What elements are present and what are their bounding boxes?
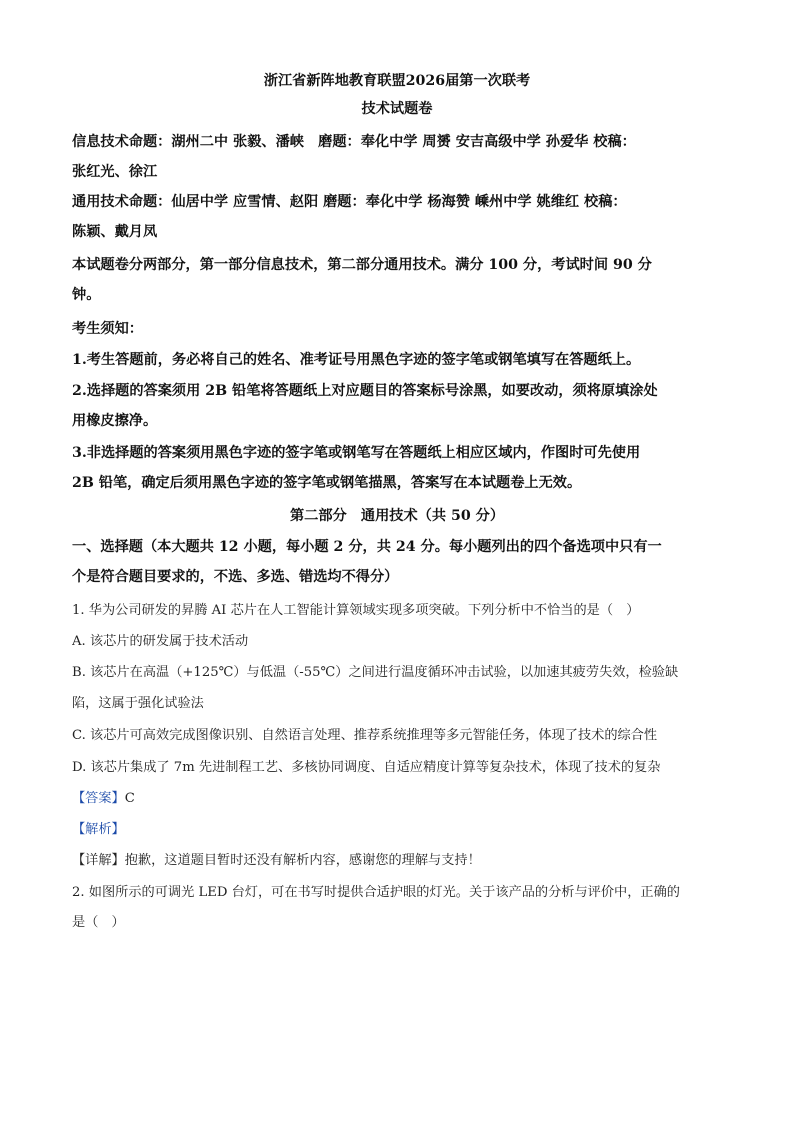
question-1-detail [72, 849, 722, 868]
section-heading-line-1: 一、选择题（本大题共 12 小题，每小题 2 分，共 24 分。每小题列出的四个备选项中只有一 [72, 539, 662, 555]
question-1-option-b-line-1: B. 该芯片在高温（+125℃）与低温（-55℃）之间进行温度循环冲击试验，以加速其疲劳失效，检验缺 [72, 665, 679, 680]
notice-item-2-line-1: 2.选择题的答案须用 2B 铅笔将答题纸上对应题目的答案标号涂黑，如要改动，须将原填涂处 [72, 383, 658, 399]
part-two-title: 第二部分 通用技术（共 50 分） [289, 508, 505, 524]
question-2-stem-line-1: 2. 如图所示的可调光 LED 台灯，可在书写时提供合适护眼的灯光。关于该产品的分析与评价中，正确的 [72, 885, 680, 900]
notice-heading: 考生须知： [72, 321, 143, 337]
question-1-stem: 1. 华为公司研发的昇腾 AI 芯片在人工智能计算领域实现多项突破。下列分析中不恰当的是（ ） [72, 603, 640, 618]
question-1-option-a: A. 该芯片的研发属于技术活动 [72, 634, 249, 649]
detail-text: 抱歉，这道题目暂时还没有解析内容，感谢您的理解与支持！ [124, 853, 481, 868]
credits-it-line-1: 信息技术命题：湖州二中 张毅、潘峡 磨题：奉化中学 周赟 安吉高级中学 孙爱华 校稿： [72, 134, 636, 150]
question-1-answer [72, 787, 722, 806]
intro-line-1: 本试题卷分两部分，第一部分信息技术，第二部分通用技术。满分 100 分，考试时间 90 分 [72, 257, 652, 273]
notice-item-1: 1.考生答题前，务必将自己的姓名、准考证号用黑色字迹的签字笔或钢笔填写在答题纸上。 [72, 352, 641, 368]
notice-item-3-line-1: 3.非选择题的答案须用黑色字迹的签字笔或钢笔写在答题纸上相应区域内，作图时可先使用 [72, 445, 641, 461]
exam-title: 浙江省新阵地教育联盟2026届第一次联考 [263, 73, 531, 89]
intro-line-2: 钟。 [72, 287, 101, 303]
notice-item-3-line-2: 2B 铅笔，确定后须用黑色字迹的签字笔或钢笔描黑，答案写在本试题卷上无效。 [72, 475, 582, 491]
question-2-stem-line-2: 是（ ） [72, 915, 125, 930]
question-1-option-d: D. 该芯片集成了 7m 先进制程工艺、多核协同调度、自适应精度计算等复杂技术，体现了技术的复杂 [72, 760, 661, 775]
credits-it-line-2: 张红光、徐江 [72, 164, 158, 180]
question-1-analysis-label: 【解析】 [72, 822, 125, 837]
exam-subtitle: 技术试题卷 [361, 101, 433, 117]
answer-value: C [124, 791, 135, 806]
question-1-option-c: C. 该芯片可高效完成图像识别、自然语言处理、推荐系统推理等多元智能任务，体现了技术的综合性 [72, 728, 658, 743]
credits-gt-line-1: 通用技术命题：仙居中学 应雪情、赵阳 磨题：奉化中学 杨海赞 嵊州中学 姚维红 校稿： [72, 194, 627, 210]
detail-label: 【详解】 [72, 853, 125, 868]
answer-label: 【答案】 [72, 791, 125, 806]
section-heading-line-2: 个是符合题目要求的，不选、多选、错选均不得分） [72, 569, 399, 585]
question-1-option-b-line-2: 陷，这属于强化试验法 [72, 696, 204, 711]
notice-item-2-line-2: 用橡皮擦净。 [72, 413, 158, 429]
credits-gt-line-2: 陈颖、戴月凤 [72, 224, 158, 240]
